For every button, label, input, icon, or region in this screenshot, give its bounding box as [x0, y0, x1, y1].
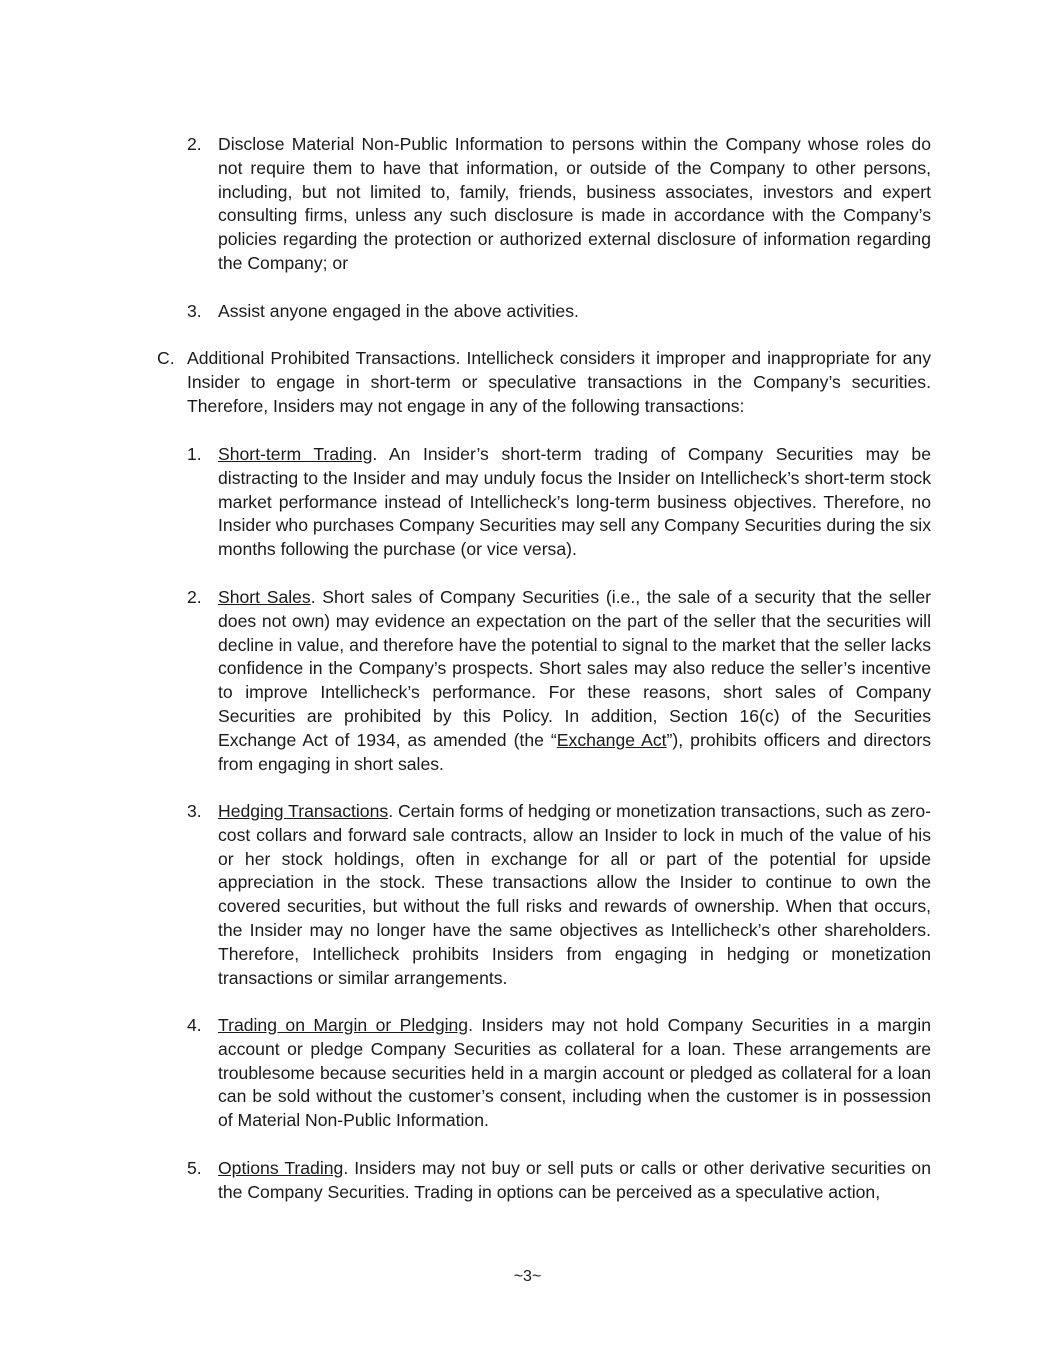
page-number: ~3~ — [513, 1268, 542, 1285]
item-title: Hedging Transactions — [218, 801, 389, 821]
list-item-short-sales — [187, 586, 931, 776]
list-item-text: Assist anyone engaged in the above activities. — [218, 301, 579, 321]
list-number: 3. — [187, 801, 202, 821]
list-item-text — [218, 586, 931, 776]
list-number: 5. — [187, 1158, 202, 1178]
list-item-assist — [187, 300, 931, 324]
list-item-text — [218, 443, 931, 562]
item-title: Short-term Trading — [218, 444, 373, 464]
list-item-margin-pledging — [187, 1014, 931, 1133]
list-number: 2. — [187, 587, 202, 607]
list-number: 3. — [187, 301, 202, 321]
list-item-hedging — [187, 800, 931, 990]
item-body-end: ”), prohibits officers and directors from engaging in short sales. — [218, 729, 931, 774]
item-body: . Insiders may not hold Company Securities in a margin account or pledge Company Securities as collateral for a loan. These arrangements are troublesome because securities held in a margin account or pledged as collateral for a loan can be sold without the customer’s consent, including when the customer is in possession of Material Non-Public Information. — [218, 1015, 931, 1131]
defined-term-exchange-act: Exchange Act — [556, 729, 667, 750]
section-letter: C. — [157, 348, 175, 368]
list-item-text — [218, 1014, 931, 1133]
item-title: Options Trading — [218, 1158, 344, 1178]
list-item-disclose — [187, 133, 931, 276]
item-title: Short Sales — [218, 587, 311, 607]
item-title: Trading on Margin or Pledging — [218, 1015, 469, 1035]
list-item-short-term-trading — [187, 443, 931, 562]
list-item-options-trading — [187, 1157, 931, 1205]
item-body: . An Insider’s short-term trading of Company Securities may be distracting to the Insider and may unduly focus the Insider on Intellicheck’s short-term stock market performance instead of Intellicheck’s long-term business objectives. Therefore, no Insider who purchases Company Securities may sell any Company Securities during the six months following the purchase (or vice versa). — [218, 444, 931, 560]
item-body: . Certain forms of hedging or monetization transactions, such as zero-cost collars and forward sale contracts, allow an Insider to lock in much of the value of his or her stock holdings, often in exchange for all or part of the potential for upside appreciation in the stock. These transactions allow the Insider to continue to own the covered securities, but without the full risks and rewards of ownership. When that occurs, the Insider may no longer have the same objectives as Intellicheck’s other shareholders. Therefore, Intellicheck prohibits Insiders from engaging in hedging or monetization transactions or similar arrangements. — [218, 801, 931, 988]
list-item-text — [218, 800, 931, 990]
list-number: 2. — [187, 134, 202, 154]
list-number: 1. — [187, 444, 202, 464]
section-c — [157, 347, 931, 418]
list-item-text — [218, 1157, 931, 1205]
list-item-text: Disclose Material Non-Public Information to persons within the Company whose roles do not require them to have that information, or outside of the Company to other persons, including, but not limited to, family, friends, business associates, investors and expert consulting firms, unless any such disclosure is made in accordance with the Company’s policies regarding the protection or authorized external disclosure of information regarding the Company; or — [218, 134, 931, 273]
section-c-text: Additional Prohibited Transactions. Intellicheck considers it improper and inappropriate for any Insider to engage in short-term or speculative transactions in the Company’s securities. Therefore, Insiders may not engage in any of the following transactions: — [187, 348, 931, 416]
item-body: . Insiders may not buy or sell puts or calls or other derivative securities on the Company Securities. Trading in options can be perceived as a speculative action, — [218, 1158, 931, 1202]
item-body: . Short sales of Company Securities (i.e., the sale of a security that the seller does not own) may evidence an expectation on the part of the seller that the securities will decline in value, and therefore have the potential to signal to the market that the seller lacks confidence in the Company’s prospects. Short sales may also reduce the seller’s incentive to improve Intellicheck’s performance. For these reasons, short sales of Company Securities are prohibited by this Policy. In addition, Section 16(c) of the Securities Exchange Act of 1934, as amended (the “ — [218, 587, 931, 750]
list-number: 4. — [187, 1015, 202, 1035]
